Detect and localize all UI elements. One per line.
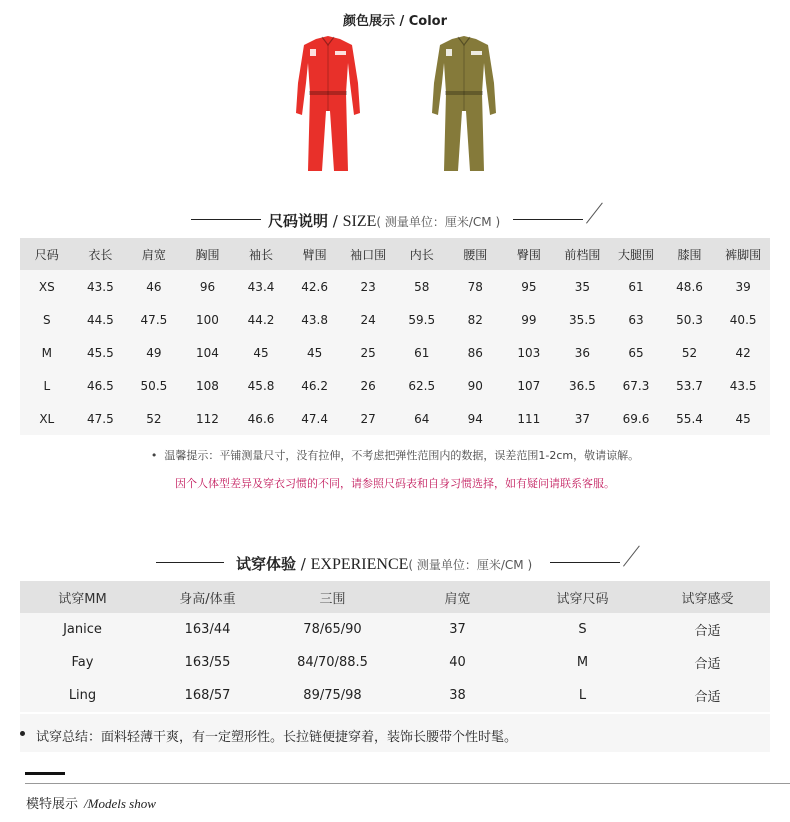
size-note-text: 温馨提示：平铺测量尺寸，没有拉伸，不考虑把弹性范围内的数据，误差范围1-2cm，敬请谅解。 — [164, 449, 640, 462]
experience-table-cell: 168/57 — [145, 679, 270, 712]
size-table-cell: 23 — [341, 270, 395, 303]
experience-unit: ( 测量单位：厘米/CM ) — [408, 558, 533, 572]
size-table-cell: 69.6 — [609, 402, 663, 435]
size-table-cell: L — [20, 369, 74, 402]
size-header-left-line — [191, 219, 261, 220]
size-table-row — [20, 270, 770, 303]
size-table-cell: 50.3 — [663, 303, 717, 336]
color-section-title: 颜色展示 / Color — [342, 14, 448, 29]
experience-section-title — [236, 553, 532, 574]
size-table-cell: 48.6 — [663, 270, 717, 303]
size-table-cell: 52 — [663, 336, 717, 369]
size-table-cell: 43.8 — [288, 303, 342, 336]
size-table-cell: 86 — [449, 336, 503, 369]
olive-jumpsuit-image — [424, 33, 504, 173]
experience-table-cell: 合适 — [645, 646, 770, 679]
size-table-cell: 55.4 — [663, 402, 717, 435]
red-jumpsuit-image — [288, 33, 368, 173]
size-table-cell: 46.5 — [74, 369, 128, 402]
experience-title-en: EXPERIENCE — [310, 556, 409, 573]
size-table-header-cell: 大腿围 — [609, 238, 663, 270]
size-table-cell: 47.5 — [127, 303, 181, 336]
size-table-cell: 35.5 — [556, 303, 610, 336]
experience-table-cell: 合适 — [645, 613, 770, 646]
size-table-cell: 52 — [127, 402, 181, 435]
size-table-cell: 42 — [716, 336, 770, 369]
size-table-header-cell: 臂围 — [288, 238, 342, 270]
models-title-cn: 模特展示 — [26, 797, 79, 812]
size-table-cell: 27 — [341, 402, 395, 435]
size-table-cell: 45 — [234, 336, 288, 369]
size-table-cell: 61 — [609, 270, 663, 303]
experience-header-left-line — [156, 562, 224, 563]
summary-bullet — [20, 731, 25, 736]
size-table-cell: 43.5 — [716, 369, 770, 402]
experience-table-row — [20, 646, 770, 679]
experience-table-cell: 78/65/90 — [270, 613, 395, 646]
size-table-cell: 50.5 — [127, 369, 181, 402]
experience-header-right-line — [550, 562, 620, 563]
size-table-cell: 65 — [609, 336, 663, 369]
size-table-header — [20, 238, 770, 270]
size-table-header-cell: 袖口围 — [341, 238, 395, 270]
size-table-cell: S — [20, 303, 74, 336]
size-table-cell: 61 — [395, 336, 449, 369]
size-note-warning: 因个人体型差异及穿衣习惯的不同，请参照尺码表和自身习惯选择，如有疑问请联系客服。 — [175, 477, 615, 490]
size-table-cell: 82 — [449, 303, 503, 336]
experience-table-cell: 163/55 — [145, 646, 270, 679]
models-accent-bar — [25, 772, 65, 775]
size-table-header-cell: 前档围 — [556, 238, 610, 270]
experience-table-cell: Janice — [20, 613, 145, 646]
size-table-cell: 104 — [181, 336, 235, 369]
size-unit: ( 测量单位：厘米/CM ) — [376, 215, 501, 229]
size-table-row — [20, 336, 770, 369]
experience-table-row — [20, 613, 770, 646]
size-table — [20, 238, 770, 435]
size-title-en: SIZE — [342, 213, 377, 230]
experience-header-slash — [623, 546, 640, 567]
size-header-right-line — [513, 219, 583, 220]
size-table-header-cell: 胸围 — [181, 238, 235, 270]
size-table-header-cell: 肩宽 — [127, 238, 181, 270]
size-table-cell: 58 — [395, 270, 449, 303]
size-table-header-cell: 尺码 — [20, 238, 74, 270]
size-table-cell: 47.5 — [74, 402, 128, 435]
size-table-cell: 59.5 — [395, 303, 449, 336]
size-table-cell: 45.5 — [74, 336, 128, 369]
size-table-row — [20, 369, 770, 402]
experience-table-cell: 84/70/88.5 — [270, 646, 395, 679]
size-table-cell: 37 — [556, 402, 610, 435]
size-table-cell: 35 — [556, 270, 610, 303]
size-table-header-cell: 袖长 — [234, 238, 288, 270]
experience-table-cell: Fay — [20, 646, 145, 679]
size-table-cell: 46 — [127, 270, 181, 303]
size-table-cell: 24 — [341, 303, 395, 336]
size-table-row — [20, 402, 770, 435]
experience-table-cell: Ling — [20, 679, 145, 712]
size-table-row — [20, 303, 770, 336]
size-header-slash — [586, 203, 603, 224]
size-table-cell: XL — [20, 402, 74, 435]
size-table-cell: 42.6 — [288, 270, 342, 303]
experience-title-cn: 试穿体验 — [236, 555, 297, 573]
size-table-cell: 36 — [556, 336, 610, 369]
size-table-cell: 46.2 — [288, 369, 342, 402]
size-table-cell: 90 — [449, 369, 503, 402]
experience-table-header — [20, 581, 770, 613]
size-table-cell: 44.2 — [234, 303, 288, 336]
size-table-cell: 53.7 — [663, 369, 717, 402]
size-table-cell: 45 — [288, 336, 342, 369]
size-table-cell: 36.5 — [556, 369, 610, 402]
size-table-cell: 78 — [449, 270, 503, 303]
experience-table-cell: 38 — [395, 679, 520, 712]
size-table-cell: 103 — [502, 336, 556, 369]
size-table-cell: 108 — [181, 369, 235, 402]
experience-table-cell: 合适 — [645, 679, 770, 712]
size-table-header-cell: 臀围 — [502, 238, 556, 270]
models-title-en: /Models show — [84, 796, 156, 811]
size-table-cell: 39 — [716, 270, 770, 303]
size-table-cell: 96 — [181, 270, 235, 303]
size-table-cell: 111 — [502, 402, 556, 435]
size-table-cell: 67.3 — [609, 369, 663, 402]
experience-table-cell: 163/44 — [145, 613, 270, 646]
size-title-cn: 尺码说明 — [268, 212, 329, 230]
experience-table-cell: 89/75/98 — [270, 679, 395, 712]
experience-table-cell: M — [520, 646, 645, 679]
experience-table-header-cell: 试穿MM — [20, 581, 145, 613]
experience-table-cell: L — [520, 679, 645, 712]
experience-table-header-cell: 试穿感受 — [645, 581, 770, 613]
models-divider — [25, 783, 790, 784]
size-table-cell: 46.6 — [234, 402, 288, 435]
size-table-cell: 63 — [609, 303, 663, 336]
size-table-cell: 43.5 — [74, 270, 128, 303]
size-table-cell: 44.5 — [74, 303, 128, 336]
size-table-cell: XS — [20, 270, 74, 303]
experience-table-cell: S — [520, 613, 645, 646]
size-table-cell: 94 — [449, 402, 503, 435]
experience-table-header-cell: 试穿尺码 — [520, 581, 645, 613]
size-table-cell: M — [20, 336, 74, 369]
size-table-cell: 100 — [181, 303, 235, 336]
size-table-header-cell: 裤脚围 — [716, 238, 770, 270]
size-table-cell: 62.5 — [395, 369, 449, 402]
size-section-title — [268, 210, 500, 231]
experience-table-row — [20, 679, 770, 712]
size-table-cell: 45 — [716, 402, 770, 435]
experience-table-header-cell: 身高/体重 — [145, 581, 270, 613]
models-section-title — [26, 793, 156, 812]
experience-summary: 试穿总结：面料轻薄干爽，有一定塑形性。长拉链便捷穿着，装饰长腰带个性时髦。 — [36, 730, 518, 745]
size-table-cell: 40.5 — [716, 303, 770, 336]
size-table-cell: 99 — [502, 303, 556, 336]
size-title-sep: / — [328, 212, 343, 230]
size-table-header-cell: 膝围 — [663, 238, 717, 270]
size-note: • 温馨提示：平铺测量尺寸，没有拉伸，不考虑把弹性范围内的数据，误差范围1-2cm，敬请谅解。 — [150, 449, 640, 462]
experience-table-header-cell: 肩宽 — [395, 581, 520, 613]
size-table-cell: 64 — [395, 402, 449, 435]
size-table-header-cell: 内长 — [395, 238, 449, 270]
size-table-cell: 45.8 — [234, 369, 288, 402]
experience-title-sep: / — [296, 555, 311, 573]
experience-table-header-cell: 三围 — [270, 581, 395, 613]
size-table-cell: 43.4 — [234, 270, 288, 303]
size-table-cell: 26 — [341, 369, 395, 402]
size-table-cell: 112 — [181, 402, 235, 435]
size-table-header-cell: 衣长 — [74, 238, 128, 270]
size-table-cell: 49 — [127, 336, 181, 369]
experience-table — [20, 581, 770, 712]
size-table-cell: 25 — [341, 336, 395, 369]
experience-table-cell: 37 — [395, 613, 520, 646]
size-table-cell: 107 — [502, 369, 556, 402]
size-table-header-cell: 腰围 — [449, 238, 503, 270]
experience-table-cell: 40 — [395, 646, 520, 679]
size-table-cell: 47.4 — [288, 402, 342, 435]
size-table-cell: 95 — [502, 270, 556, 303]
